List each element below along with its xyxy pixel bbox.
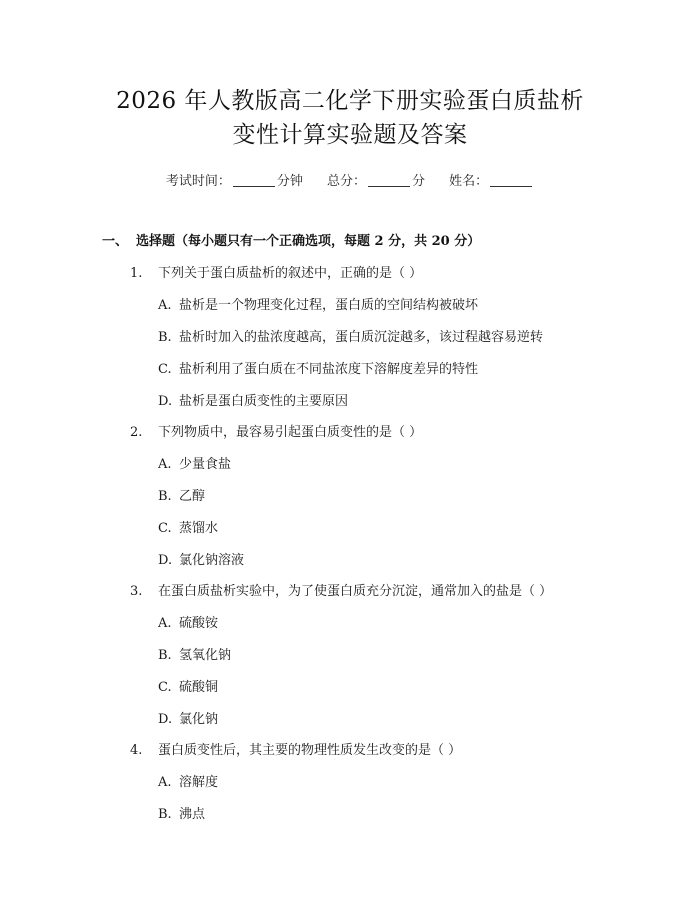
question-2-option-c: [158, 517, 218, 536]
question-2: [130, 421, 422, 440]
option-letter: B.: [158, 330, 172, 345]
option-letter: D.: [158, 394, 173, 409]
option-letter: A.: [158, 457, 172, 472]
option-text: 乙醇: [179, 489, 206, 504]
option-letter: B.: [158, 489, 172, 504]
option-text: 盐析时加入的盐浓度越高，蛋白质沉淀越多，该过程越容易逆转: [179, 330, 544, 345]
question-1-option-a: [158, 294, 478, 313]
question-1-option-b: [158, 326, 543, 345]
option-letter: B.: [158, 807, 172, 822]
question-2-option-d: [158, 549, 244, 568]
question-2-option-b: [158, 485, 205, 504]
question-4: [130, 739, 461, 758]
option-text: 盐析是蛋白质变性的主要原因: [179, 394, 349, 409]
section-number: 一、: [102, 234, 129, 249]
total-score-blank: [368, 174, 410, 187]
question-3-option-d: [158, 708, 218, 727]
option-text: 盐析利用了蛋白质在不同盐浓度下溶解度差异的特性: [179, 362, 479, 377]
option-letter: B.: [158, 648, 172, 663]
question-text: 下列物质中，最容易引起蛋白质变性的是（ ）: [158, 425, 423, 440]
option-text: 氯化钠溶液: [179, 553, 245, 568]
document-title-line-2: 变性计算实验题及答案: [232, 122, 468, 148]
option-text: 溶解度: [179, 775, 219, 790]
question-1: [130, 262, 422, 281]
option-text: 沸点: [179, 807, 206, 822]
document-title-line-1: 2026 年人教版高二化学下册实验蛋白质盐析: [116, 88, 584, 114]
option-text: 硫酸铵: [179, 616, 219, 631]
option-letter: D.: [158, 553, 173, 568]
total-score-unit: 分: [412, 174, 426, 189]
option-text: 氢氧化钠: [179, 648, 232, 663]
option-letter: A.: [158, 616, 172, 631]
question-text: 蛋白质变性后，其主要的物理性质发生改变的是（ ）: [158, 743, 462, 758]
question-4-option-a: [158, 771, 218, 790]
question-1-option-c: [158, 358, 478, 377]
section-title: 选择题（每小题只有一个正确选项，每题 2 分，共 20 分）: [136, 234, 481, 249]
option-text: 蒸馏水: [179, 521, 219, 536]
question-number: 3.: [130, 584, 143, 599]
exam-time-blank: [233, 174, 275, 187]
question-number: 1.: [130, 266, 143, 281]
total-score-label: 总分：: [326, 174, 366, 189]
option-text: 盐析是一个物理变化过程，蛋白质的空间结构被破坏: [179, 298, 479, 313]
option-letter: A.: [158, 298, 172, 313]
question-3-option-b: [158, 644, 231, 663]
question-text: 在蛋白质盐析实验中，为了使蛋白质充分沉淀，通常加入的盐是（ ）: [158, 584, 553, 599]
option-letter: C.: [158, 521, 172, 536]
question-3-option-a: [158, 612, 218, 631]
question-number: 4.: [130, 743, 143, 758]
exam-time-label: 考试时间：: [165, 174, 231, 189]
question-4-option-b: [158, 803, 205, 822]
total-score-field: [327, 170, 425, 189]
option-letter: C.: [158, 680, 172, 695]
question-3-option-c: [158, 676, 218, 695]
option-text: 氯化钠: [179, 712, 219, 727]
question-text: 下列关于蛋白质盐析的叙述中，正确的是（ ）: [158, 266, 423, 281]
question-3: [130, 580, 552, 599]
option-letter: D.: [158, 712, 173, 727]
student-name-blank: [490, 174, 532, 187]
exam-info-row: [0, 170, 700, 189]
option-letter: A.: [158, 775, 172, 790]
section-heading: [102, 230, 480, 249]
option-text: 硫酸铜: [179, 680, 219, 695]
exam-time-field: [166, 170, 303, 189]
option-text: 少量食盐: [179, 457, 232, 472]
student-name-label: 姓名：: [449, 174, 489, 189]
exam-time-unit: 分钟: [276, 174, 303, 189]
question-1-option-d: [158, 390, 348, 409]
question-2-option-a: [158, 453, 231, 472]
option-letter: C.: [158, 362, 172, 377]
student-name-field: [449, 170, 534, 189]
question-number: 2.: [130, 425, 143, 440]
